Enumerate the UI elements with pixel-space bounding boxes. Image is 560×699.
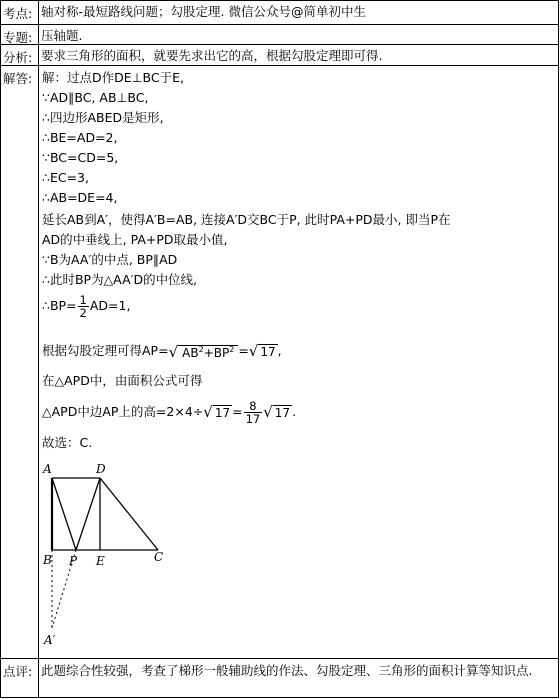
solution-line-12 (42, 294, 130, 319)
bp-suffix: AD=1, (89, 298, 131, 313)
solution-line-7: ∴AB=DE=4, (42, 190, 118, 205)
solution-line-9: AD的中垂线上, PA+PD取最小值, (42, 232, 228, 247)
fraction-half (78, 294, 89, 319)
solution-line-6: ∴EC=3, (42, 170, 89, 185)
ap-prefix: 根据勾股定理可得AP= (42, 343, 169, 358)
segment-DC (100, 478, 158, 550)
sqrt-17 (249, 343, 278, 360)
content-fenxi: 要求三角形的面积，就要先求出它的高，根据勾股定理即可得. (41, 48, 383, 63)
label-point-A: A (43, 462, 52, 476)
label-point-B: B (43, 553, 52, 567)
solution-line-10: ∵B为AA′的中点, BP∥AD (42, 252, 178, 267)
row-kaodian (1, 1, 558, 25)
radicand-17b: 17 (214, 406, 231, 420)
exponent-2a: 2 (198, 345, 204, 354)
ap-equals: = (238, 343, 249, 358)
radical-sign-icon: √ (203, 403, 213, 421)
solution-line-14: 在△APD中，由面积公式可得 (42, 373, 203, 388)
content-dianping: 此题综合性较强，考查了梯形一般辅助线的作法、勾股定理、三角形的面积计算等知识点. (41, 663, 533, 678)
segment-DP (76, 478, 100, 550)
geometry-figure (40, 458, 180, 650)
solution-line-3: ∴四边形ABED是矩形, (42, 110, 164, 125)
label-dianping: 点评: (1, 659, 39, 697)
solution-line-5: ∵BC=CD=5, (42, 150, 119, 165)
solution-line-15 (42, 400, 296, 425)
content-kaodian: 轴对称-最短路线问题；勾股定理. 微信公众号@简单初中生 (41, 4, 366, 19)
height-suffix: . (292, 404, 297, 419)
radicand-ab: AB (182, 346, 199, 360)
radical-sign-icon: √ (248, 342, 259, 360)
bp-prefix: ∴BP= (42, 298, 77, 313)
solution-line-1: 解：过点D作DE⊥BC于E, (42, 70, 184, 85)
fraction-denominator: 17 (245, 412, 261, 426)
solution-line-13 (42, 342, 282, 361)
label-point-A-prime: A′ (44, 633, 56, 647)
height-prefix: △APD中边AP上的高=2×4÷ (42, 404, 204, 419)
solution-line-8: 延长AB到A′，使得A′B=AB, 连接A′D交BC于P, 此时PA+PD最小, 即当P在 (42, 212, 451, 227)
row-dianping (1, 659, 558, 697)
solution-line-4: ∴BE=AD=2, (42, 130, 118, 145)
label-fenxi: 分析: (1, 45, 39, 65)
content-zhuanti: 压轴题. (41, 28, 83, 43)
label-point-D: D (96, 462, 106, 476)
label-point-E: E (96, 554, 105, 568)
sqrt-17-divisor (203, 404, 232, 421)
radicand-bp: +BP (203, 346, 230, 360)
fraction-numerator: 1 (79, 293, 87, 307)
row-fenxi (1, 45, 558, 66)
fraction-numerator: 8 (244, 400, 263, 413)
label-zhuanti: 专题: (1, 25, 39, 44)
label-kaodian: 考点: (1, 1, 39, 24)
radicand-17: 17 (260, 345, 276, 359)
label-point-C: C (154, 550, 164, 564)
height-equals: = (232, 404, 243, 419)
solution-line-2: ∵AD∥BC, AB⊥BC, (42, 90, 149, 105)
radical-sign-icon: √ (263, 403, 273, 421)
fraction-8-17 (244, 400, 263, 425)
ap-suffix: , (277, 343, 282, 358)
fraction-denominator: 2 (79, 306, 87, 320)
solution-line-11: ∴此时BP为△AA′D的中位线, (42, 272, 198, 287)
label-jieda: 解答: (1, 66, 39, 658)
segment-AP (52, 478, 76, 550)
radicand-17c: 17 (274, 406, 291, 420)
label-point-P: P (69, 554, 78, 568)
solution-line-16: 故选：C. (42, 435, 93, 450)
row-zhuanti (1, 25, 558, 45)
exponent-2b: 2 (229, 345, 235, 354)
sqrt-ab-bp (169, 342, 239, 361)
sqrt-17-result (263, 404, 292, 421)
radical-sign-icon: √ (168, 343, 179, 361)
